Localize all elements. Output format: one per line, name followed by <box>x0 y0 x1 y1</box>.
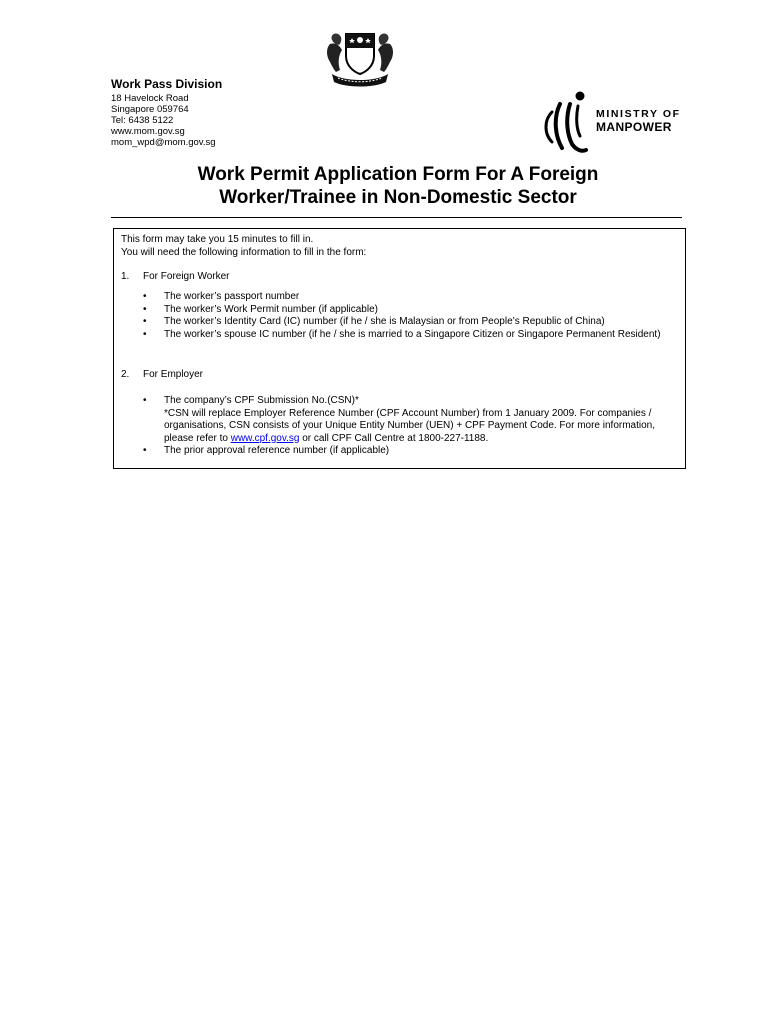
list-item-text: The company’s CPF Submission No.(CSN)* <box>164 395 359 406</box>
form-title-line-2: Worker/Trainee in Non-Domestic Sector <box>219 187 577 208</box>
list-item-text: The prior approval reference number (if applicable) <box>164 445 390 456</box>
employer-requirements-list <box>114 395 687 458</box>
ministry-of-manpower-logo <box>542 90 682 156</box>
list-item <box>114 445 687 458</box>
division-name: Work Pass Division <box>111 77 223 91</box>
form-title-line-1: Work Permit Application Form For A Foreign <box>197 164 599 185</box>
address-line: Singapore 059764 <box>111 104 189 115</box>
list-item-text: The worker’s spouse IC number (if he / she is married to a Singapore Citizen or Singapore Permanent Resident) <box>164 328 661 340</box>
cpf-website-link[interactable]: www.cpf.gov.sg <box>230 432 300 444</box>
list-item-text: The worker’s passport number <box>164 291 300 302</box>
address-line: 18 Havelock Road <box>111 93 189 104</box>
bullet-icon: • <box>143 303 147 315</box>
section-heading-foreign-worker <box>121 271 230 284</box>
list-item-text: The worker’s Work Permit number (if applicable) <box>164 303 378 315</box>
section-number: 2. <box>121 369 130 380</box>
list-item <box>114 329 687 342</box>
bullet-icon: • <box>143 395 147 406</box>
section-heading-employer <box>121 369 203 382</box>
bullet-icon: • <box>143 316 147 327</box>
intro-line-2: You will need the following information to fill in the form: <box>121 246 367 258</box>
section-title: For Foreign Worker <box>143 271 230 282</box>
foreign-worker-requirements-list <box>114 291 687 341</box>
logo-line-manpower: MANPOWER <box>596 120 672 134</box>
section-title: For Employer <box>143 369 204 380</box>
website-line: www.mom.gov.sg <box>111 126 185 137</box>
bullet-icon: • <box>143 291 147 302</box>
title-divider <box>111 217 682 218</box>
list-item <box>114 291 687 304</box>
csn-note <box>164 408 681 446</box>
singapore-crest-logo <box>324 26 396 88</box>
logo-line-ministry-of: MINISTRY OF <box>596 108 681 120</box>
manpower-mark-icon <box>542 90 592 156</box>
list-item-text: The worker’s Identity Card (IC) number (if he / she is Malaysian or from People’s Republic of China) <box>164 316 605 327</box>
csn-note-text: *CSN will replace Employer Reference Number (CPF Account Number) from 1 January 2009. For companies / organisations, CSN consists of your Unique Entity Number (UEN) + CPF Payment Code. For more information, please refer to <box>164 407 656 444</box>
email-line: mom_wpd@mom.gov.sg <box>111 137 216 148</box>
form-title <box>110 163 686 209</box>
csn-note-text-end: or call CPF Call Centre at 1800-227-1188. <box>299 432 489 444</box>
section-number: 1. <box>121 271 130 282</box>
intro-line-1: This form may take you 15 minutes to fill in. <box>121 234 314 245</box>
division-address-block <box>111 79 222 148</box>
list-item <box>114 316 687 329</box>
instructions-box <box>113 228 686 469</box>
instructions-intro <box>121 234 366 259</box>
bullet-icon: • <box>143 445 147 456</box>
list-item <box>114 304 687 317</box>
bullet-icon: • <box>143 328 147 340</box>
list-item <box>114 395 687 445</box>
telephone-line: Tel: 6438 5122 <box>111 115 174 126</box>
